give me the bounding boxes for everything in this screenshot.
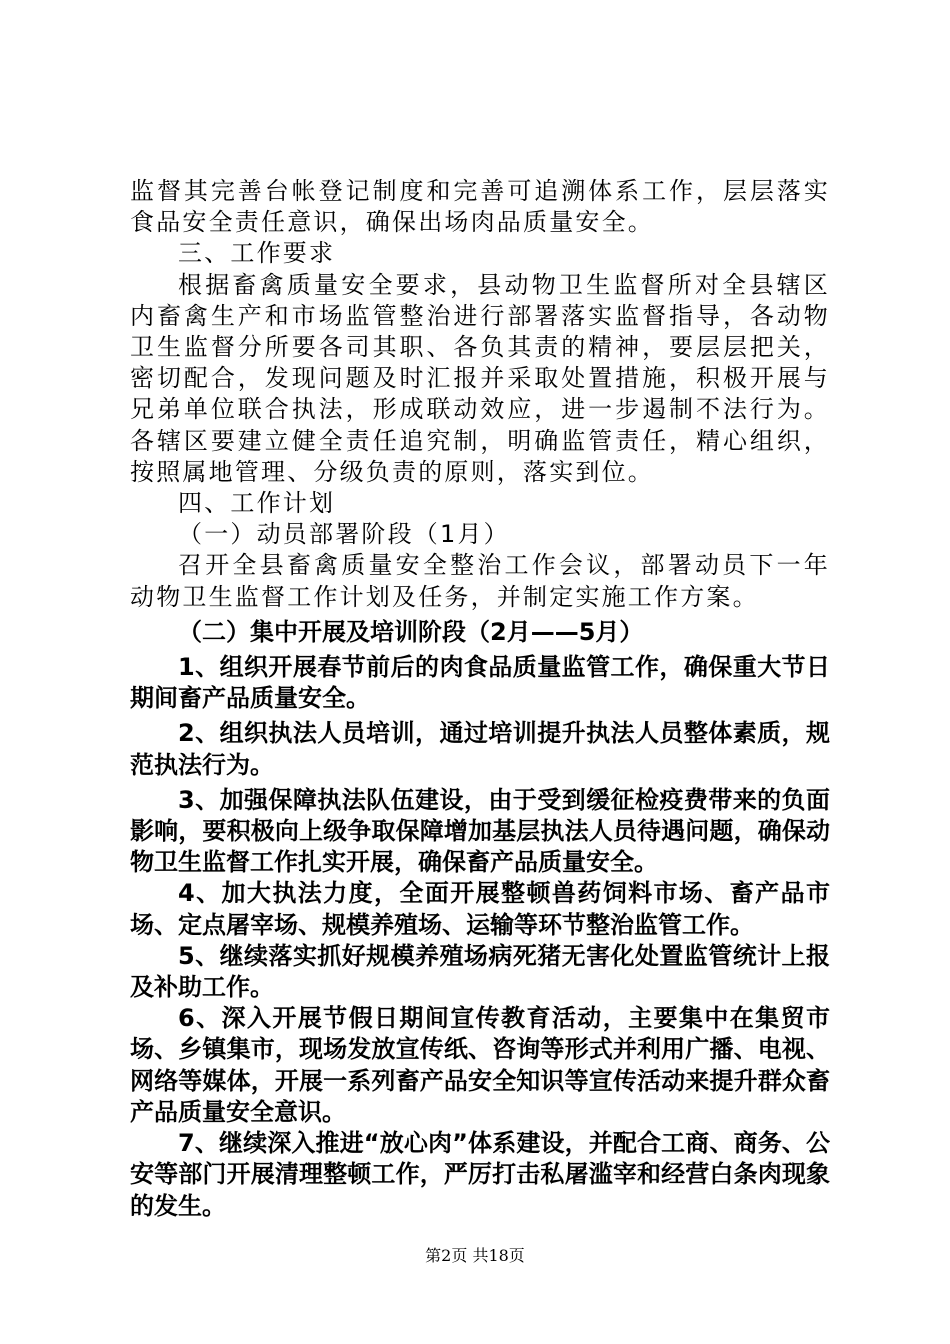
list-item-4: 4、加大执法力度，全面开展整顿兽药饲料市场、畜产品市场、定点屠宰场、规模养殖场、运输等环节整治监管工作。 (130, 879, 830, 939)
page-number-footer: 第2页 共18页 (425, 1246, 525, 1265)
list-item-2: 2、组织执法人员培训，通过培训提升执法人员整体素质，规范执法行为。 (130, 719, 830, 779)
paragraph-continuation: 监督其完善台帐登记制度和完善可追溯体系工作，层层落实食品安全责任意识，确保出场肉品质量安全。 (130, 177, 830, 237)
section-heading-work-plan: 四、工作计划 (178, 489, 336, 518)
document-body (130, 176, 830, 1222)
section-heading-work-requirements: 三、工作要求 (178, 239, 336, 268)
list-item-1: 1、组织开展春节前后的肉食品质量监管工作，确保重大节日期间畜产品质量安全。 (130, 653, 830, 713)
list-item-3: 3、加强保障执法队伍建设，由于受到缓征检疫费带来的负面影响，要积极向上级争取保障增加基层执法人员待遇问题，确保动物卫生监督工作扎实开展，确保畜产品质量安全。 (130, 785, 830, 877)
subheading-training-stage: （二）集中开展及培训阶段（2月——5月） (178, 617, 644, 646)
paragraph-work-requirements: 根据畜禽质量安全要求，县动物卫生监督所对全县辖区内畜禽生产和市场监管整治进行部署落实监督指导，各动物卫生监督分所要各司其职、各负其责的精神，要层层把关，密切配合，发现问题及时汇报并采取处置措施，积极开展与兄弟单位联合执法，形成联动效应，进一步遏制不法行为。各辖区要建立健全责任追究制，明确监管责任，精心组织，按照属地管理、分级负责的原则，落实到位。 (130, 270, 830, 486)
list-item-5: 5、继续落实抓好规模养殖场病死猪无害化处置监管统计上报及补助工作。 (130, 941, 830, 1002)
subheading-mobilization-stage: （一）动员部署阶段（1月） (178, 520, 510, 549)
paragraph-mobilization-stage: 召开全县畜禽质量安全整治工作会议，部署动员下一年动物卫生监督工作计划及任务，并制定实施工作方案。 (130, 551, 830, 611)
list-item-7: 7、继续深入推进“放心肉”体系建设，并配合工商、商务、公安等部门开展清理整顿工作，严厉打击私屠滥宰和经营白条肉现象的发生。 (130, 1129, 830, 1220)
list-item-6: 6、深入开展节假日期间宣传教育活动，主要集中在集贸市场、乡镇集市，现场发放宣传纸、咨询等形式并利用广播、电视、网络等媒体，开展一系列畜产品安全知识等宣传活动来提升群众畜产品质量安全意识。 (130, 1004, 830, 1126)
